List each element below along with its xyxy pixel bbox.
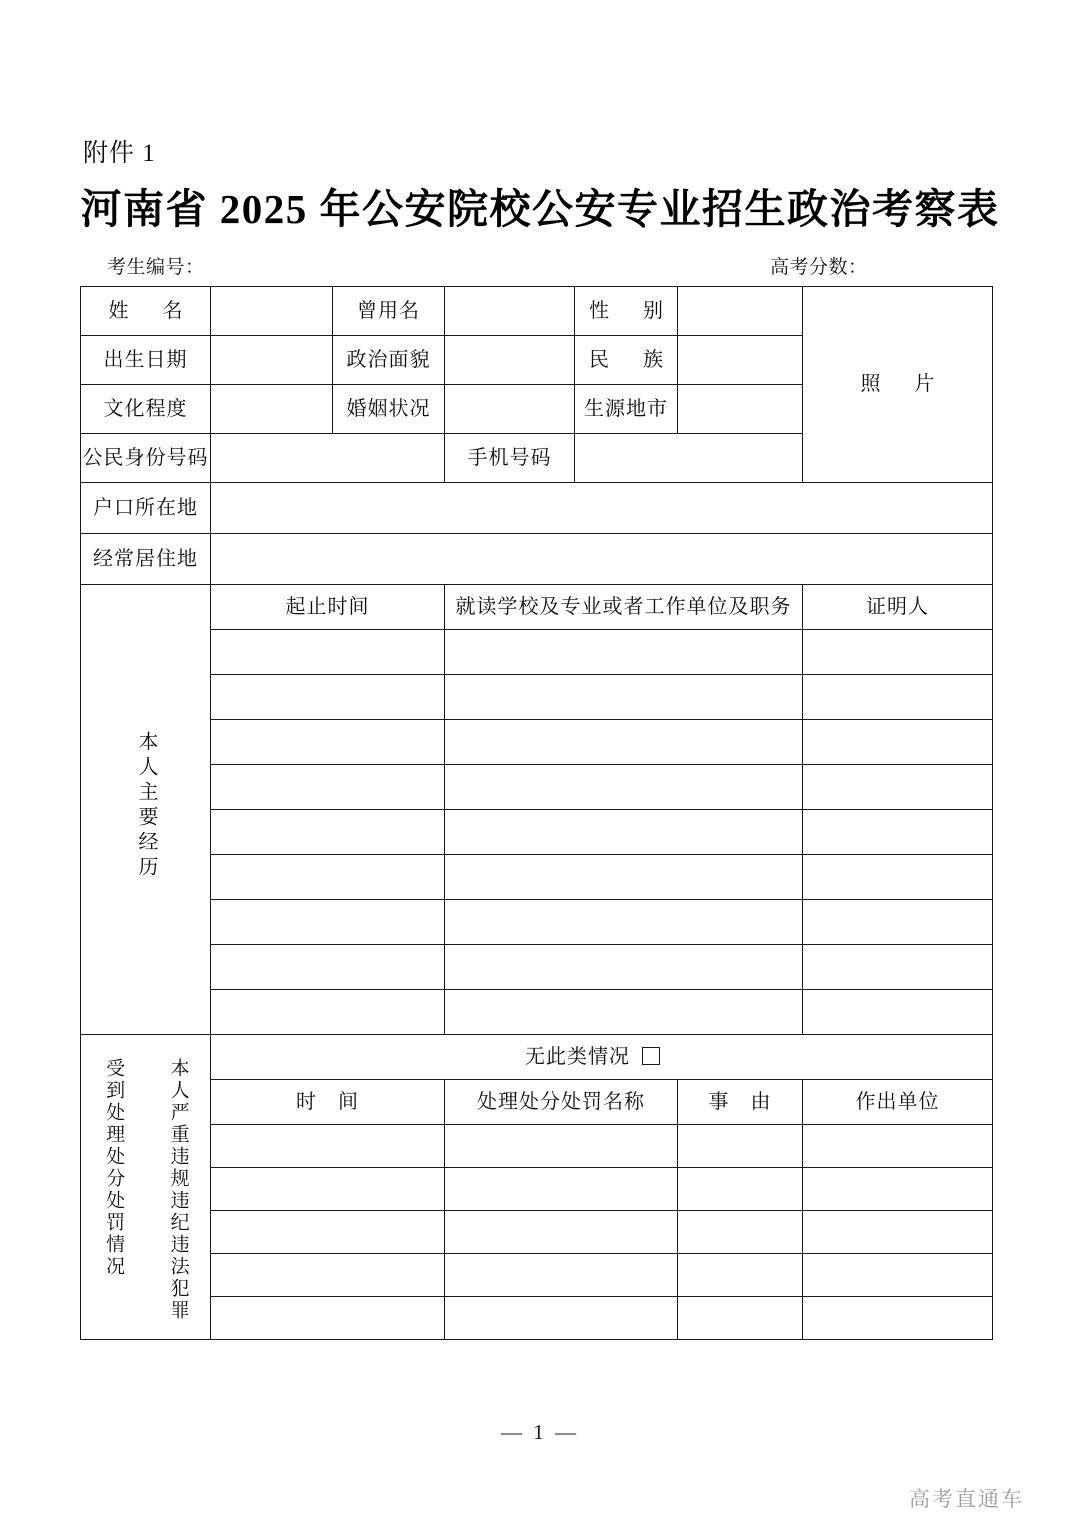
punishment-header-reason: 事 由 <box>678 1080 803 1125</box>
experience-cell-witness[interactable] <box>803 855 993 900</box>
punishment-cell-time[interactable] <box>211 1125 445 1168</box>
field-household-location-value[interactable] <box>211 483 993 534</box>
punishment-cell-name[interactable] <box>445 1125 678 1168</box>
experience-cell-school-or-work[interactable] <box>445 990 803 1035</box>
experience-row <box>81 900 993 945</box>
experience-cell-period[interactable] <box>211 720 445 765</box>
label-origin-city: 生源地市 <box>575 385 678 434</box>
no-case-checkbox[interactable] <box>642 1047 660 1065</box>
no-case-checkbox-row[interactable] <box>211 1035 993 1080</box>
punishment-row <box>81 1297 993 1340</box>
field-mobile-number-value[interactable] <box>575 434 803 483</box>
field-education-level-value[interactable] <box>211 385 333 434</box>
experience-cell-school-or-work[interactable] <box>445 630 803 675</box>
experience-row <box>81 720 993 765</box>
exam-score-label: 高考分数： <box>770 257 868 278</box>
experience-cell-period[interactable] <box>211 900 445 945</box>
punishment-cell-reason[interactable] <box>678 1168 803 1211</box>
table-row <box>81 534 993 585</box>
experience-row <box>81 630 993 675</box>
attachment-label: 附件 1 <box>83 140 156 167</box>
label-former-name: 曾用名 <box>333 287 445 336</box>
experience-header-row <box>81 585 993 630</box>
field-marital-status-value[interactable] <box>445 385 575 434</box>
experience-row <box>81 810 993 855</box>
punishment-header-row <box>81 1080 993 1125</box>
experience-row <box>81 855 993 900</box>
field-birth-date-value[interactable] <box>211 336 333 385</box>
label-id-number: 公民身份号码 <box>81 434 211 483</box>
punishment-side-label-col1: 本人严重违规违纪违法犯罪 <box>167 1058 189 1322</box>
punishment-cell-reason[interactable] <box>678 1254 803 1297</box>
field-residence-location-value[interactable] <box>211 534 993 585</box>
punishment-cell-authority[interactable] <box>803 1125 993 1168</box>
table-row <box>81 483 993 534</box>
label-education-level: 文化程度 <box>81 385 211 434</box>
punishment-cell-time[interactable] <box>211 1297 445 1340</box>
experience-cell-witness[interactable] <box>803 810 993 855</box>
experience-header-school-or-work: 就读学校及专业或者工作单位及职务 <box>445 585 803 630</box>
experience-cell-witness[interactable] <box>803 990 993 1035</box>
punishment-cell-authority[interactable] <box>803 1168 993 1211</box>
experience-cell-witness[interactable] <box>803 675 993 720</box>
punishment-cell-name[interactable] <box>445 1254 678 1297</box>
punishment-cell-time[interactable] <box>211 1168 445 1211</box>
field-former-name-value[interactable] <box>445 287 575 336</box>
experience-cell-witness[interactable] <box>803 630 993 675</box>
political-review-form-table <box>80 286 993 1340</box>
punishment-cell-time[interactable] <box>211 1254 445 1297</box>
punishment-side-label-col2: 受到处理处分处罚情况 <box>103 1058 125 1278</box>
experience-cell-school-or-work[interactable] <box>445 675 803 720</box>
experience-cell-period[interactable] <box>211 765 445 810</box>
field-id-number-value[interactable] <box>211 434 445 483</box>
experience-cell-period[interactable] <box>211 945 445 990</box>
punishment-cell-reason[interactable] <box>678 1297 803 1340</box>
experience-cell-witness[interactable] <box>803 765 993 810</box>
punishment-cell-authority[interactable] <box>803 1254 993 1297</box>
punishment-cell-reason[interactable] <box>678 1125 803 1168</box>
field-gender-value[interactable] <box>678 287 803 336</box>
no-case-label: 无此类情况 <box>525 1045 630 1068</box>
experience-cell-school-or-work[interactable] <box>445 810 803 855</box>
watermark: 高考直通车 <box>909 1488 1024 1511</box>
experience-cell-period[interactable] <box>211 810 445 855</box>
experience-cell-school-or-work[interactable] <box>445 720 803 765</box>
punishment-cell-time[interactable] <box>211 1211 445 1254</box>
punishment-cell-authority[interactable] <box>803 1297 993 1340</box>
experience-cell-period[interactable] <box>211 855 445 900</box>
experience-row <box>81 945 993 990</box>
experience-cell-witness[interactable] <box>803 945 993 990</box>
experience-cell-period[interactable] <box>211 630 445 675</box>
label-birth-date: 出生日期 <box>81 336 211 385</box>
experience-cell-school-or-work[interactable] <box>445 855 803 900</box>
punishment-header-authority: 作出单位 <box>803 1080 993 1125</box>
experience-cell-witness[interactable] <box>803 720 993 765</box>
label-name: 姓 名 <box>81 287 211 336</box>
label-political-status: 政治面貌 <box>333 336 445 385</box>
experience-header-witness: 证明人 <box>803 585 993 630</box>
punishment-row <box>81 1254 993 1297</box>
punishment-nocase-row <box>81 1035 993 1080</box>
page-number: — 1 — <box>501 1420 579 1444</box>
experience-row <box>81 765 993 810</box>
experience-header-period: 起止时间 <box>211 585 445 630</box>
experience-side-label <box>81 585 211 1035</box>
experience-cell-period[interactable] <box>211 675 445 720</box>
field-origin-city-value[interactable] <box>678 385 803 434</box>
punishment-cell-name[interactable] <box>445 1168 678 1211</box>
label-gender: 性 别 <box>575 287 678 336</box>
field-name-value[interactable] <box>211 287 333 336</box>
punishment-cell-reason[interactable] <box>678 1211 803 1254</box>
field-political-status-value[interactable] <box>445 336 575 385</box>
candidate-number-label: 考生编号： <box>107 257 205 278</box>
punishment-cell-name[interactable] <box>445 1297 678 1340</box>
punishment-row <box>81 1168 993 1211</box>
experience-side-label-text: 本人主要经历 <box>135 731 157 881</box>
punishment-side-label <box>81 1035 211 1340</box>
photo-placeholder[interactable]: 照 片 <box>803 287 993 483</box>
punishment-cell-name[interactable] <box>445 1211 678 1254</box>
label-marital-status: 婚姻状况 <box>333 385 445 434</box>
label-household-location: 户口所在地 <box>81 483 211 534</box>
experience-row <box>81 990 993 1035</box>
table-row <box>81 287 993 336</box>
page-title: 河南省 2025 年公安院校公安专业招生政治考察表 <box>80 186 1000 232</box>
meta-row <box>83 252 997 278</box>
punishment-header-name: 处理处分处罚名称 <box>445 1080 678 1125</box>
punishment-header-time: 时 间 <box>211 1080 445 1125</box>
punishment-row <box>81 1125 993 1168</box>
experience-cell-witness[interactable] <box>803 900 993 945</box>
experience-cell-school-or-work[interactable] <box>445 945 803 990</box>
punishment-row <box>81 1211 993 1254</box>
experience-cell-period[interactable] <box>211 990 445 1035</box>
experience-cell-school-or-work[interactable] <box>445 765 803 810</box>
punishment-cell-authority[interactable] <box>803 1211 993 1254</box>
experience-cell-school-or-work[interactable] <box>445 900 803 945</box>
label-ethnicity: 民 族 <box>575 336 678 385</box>
label-mobile-number: 手机号码 <box>445 434 575 483</box>
label-residence-location: 经常居住地 <box>81 534 211 585</box>
experience-row <box>81 675 993 720</box>
field-ethnicity-value[interactable] <box>678 336 803 385</box>
